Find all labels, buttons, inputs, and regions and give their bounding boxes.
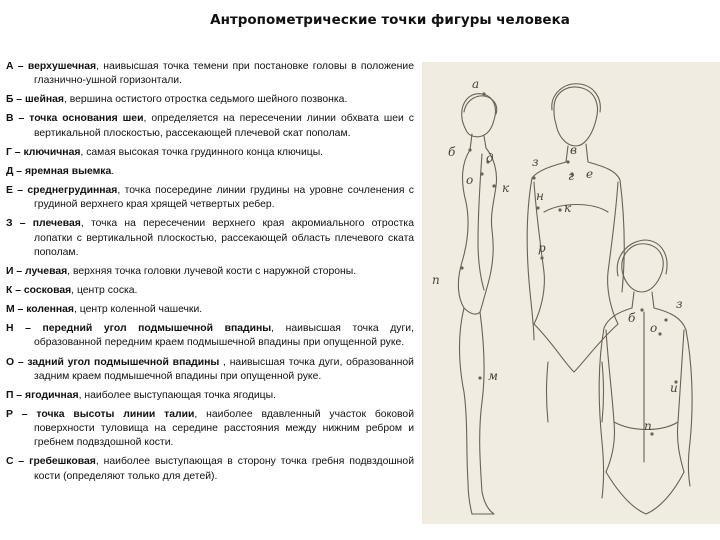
definition-text: , верхняя точка головки лучевой кости с наружной стороны. (67, 265, 357, 277)
definition-text: , самая высокая точка грудинного конца ключицы. (80, 146, 324, 158)
point-marker (492, 184, 495, 187)
front-label: р (538, 241, 546, 255)
point-marker (478, 376, 481, 379)
back-label: п (644, 419, 652, 433)
definition-text: , центр соска. (71, 284, 138, 296)
definition-item (6, 455, 414, 483)
front-label: н (536, 189, 544, 203)
front-label: в (570, 143, 577, 157)
definition-text: , наиболее вдавленный участок боковой поверхности туловища на середине расстояния между нижним ребром и гребнем подвздошной кости. (34, 409, 414, 449)
definitions-list (6, 60, 414, 489)
point-marker (536, 206, 539, 209)
side-hair (464, 96, 497, 114)
side-label: м (488, 369, 498, 383)
point-marker (640, 308, 643, 311)
back-head (622, 244, 663, 292)
front-swimsuit (534, 205, 618, 373)
back-garment (606, 422, 684, 514)
point-marker (540, 256, 543, 259)
back-view-figure (599, 240, 692, 514)
side-label: о (466, 173, 474, 187)
point-marker (460, 266, 463, 269)
front-head (554, 87, 597, 146)
definition-text: . (111, 165, 115, 177)
side-label: а (472, 77, 480, 91)
definition-text: , наивысшая точка дуги, образованной передним краем подмышечной впадины при опущенной руке. (34, 323, 414, 349)
side-label: к (502, 181, 510, 195)
definition-item (6, 303, 414, 317)
definition-text: , определяется на пересечении линии обхвата шеи с вертикальной плоскостью, рассекающей плечевой скат пополам. (34, 113, 414, 139)
front-label: е (586, 167, 594, 181)
back-neck (632, 292, 654, 308)
definition-term: Б – шейная (6, 94, 64, 106)
back-shoulders (604, 308, 686, 330)
side-leg-back (460, 308, 473, 514)
definition-item (6, 356, 414, 384)
front-torso-right (608, 182, 618, 324)
back-right-arm (686, 330, 692, 486)
back-torso-left (606, 330, 615, 472)
definition-item (6, 217, 414, 259)
anthropometric-figure-illustration (422, 62, 720, 524)
definition-item (6, 265, 414, 279)
definition-term: Р – точка высоты линии талии (6, 409, 195, 421)
front-label: г (568, 169, 575, 183)
definition-text: , наивысшая точка темени при постановке головы в положение глазнично-ушной горизонтали. (34, 61, 414, 87)
definition-text: , точка посередине линии грудины на уровне сочленения с грудиной верхнего края хрящей четвертых ребер. (34, 185, 414, 211)
point-marker (468, 148, 471, 151)
side-leg-front (472, 312, 494, 514)
back-torso-right (677, 330, 684, 472)
side-garment-line (464, 308, 480, 314)
definition-text: , наиболее выступающая точка ягодицы. (78, 389, 276, 401)
back-label: и (670, 381, 678, 395)
definition-term: И – лучевая (6, 265, 68, 277)
definition-item (6, 408, 414, 450)
back-label: з (676, 297, 683, 311)
definition-term: З – плечевая (6, 218, 81, 230)
side-label: п (432, 273, 440, 287)
front-label: к (564, 201, 572, 215)
definition-item (6, 112, 414, 140)
definition-text: , центр коленной чашечки. (74, 304, 203, 316)
definition-item (6, 60, 414, 88)
point-marker (664, 318, 667, 321)
back-label: о (650, 321, 658, 335)
definition-term: Н – передний угол подмышечной впадины (6, 323, 272, 335)
page-title: Антропометрические точки фигуры человека (210, 12, 570, 28)
definition-term: С – гребешковая (6, 456, 96, 468)
point-marker (482, 92, 485, 95)
definition-term: К – сосковая (6, 284, 72, 296)
definition-term: Д – яремная выемка (6, 165, 112, 177)
front-label: з (532, 155, 539, 169)
definition-item (6, 146, 414, 160)
definition-term: В – точка основания шеи (6, 113, 144, 125)
definition-text: , наивысшая точка дуги, образованной задним краем подмышечной впадины при опущенной руке. (34, 356, 414, 382)
side-head (462, 94, 496, 137)
side-label: д (486, 151, 494, 165)
point-marker (558, 208, 561, 211)
definition-item (6, 93, 414, 107)
definition-term: А – верхушечная (6, 61, 97, 72)
point-marker (566, 160, 569, 163)
definition-item (6, 389, 414, 403)
definition-term: Е – среднегрудинная (6, 185, 118, 197)
definition-term: О – задний угол подмышечной впадины (6, 356, 220, 368)
definition-item (6, 322, 414, 350)
back-label: б (628, 311, 636, 325)
definition-text: , наиболее выступающая в сторону точка гребня подвздошной кости (определяют только для детей). (34, 456, 414, 482)
point-marker (532, 176, 535, 179)
definition-term: М – коленная (6, 304, 74, 316)
definition-item (6, 284, 414, 298)
figure-drawing (422, 62, 720, 524)
side-label: б (448, 145, 456, 159)
definition-text: , точка на пересечении верхнего края акромиального отростка лопатки с вертикальной плоскостью, рассекающей область плечевого ската пополам. (34, 218, 414, 258)
front-left-arm (527, 178, 534, 340)
front-shoulders (532, 162, 620, 180)
definition-item (6, 184, 414, 212)
front-hair (552, 84, 600, 112)
definition-term: Г – ключичная (6, 146, 81, 158)
definition-text: , вершина остистого отростка седьмого шейного позвонка. (63, 94, 348, 106)
point-marker (480, 172, 483, 175)
definition-term: П – ягодичная (6, 389, 79, 401)
definition-item (6, 165, 414, 179)
point-marker (658, 332, 661, 335)
